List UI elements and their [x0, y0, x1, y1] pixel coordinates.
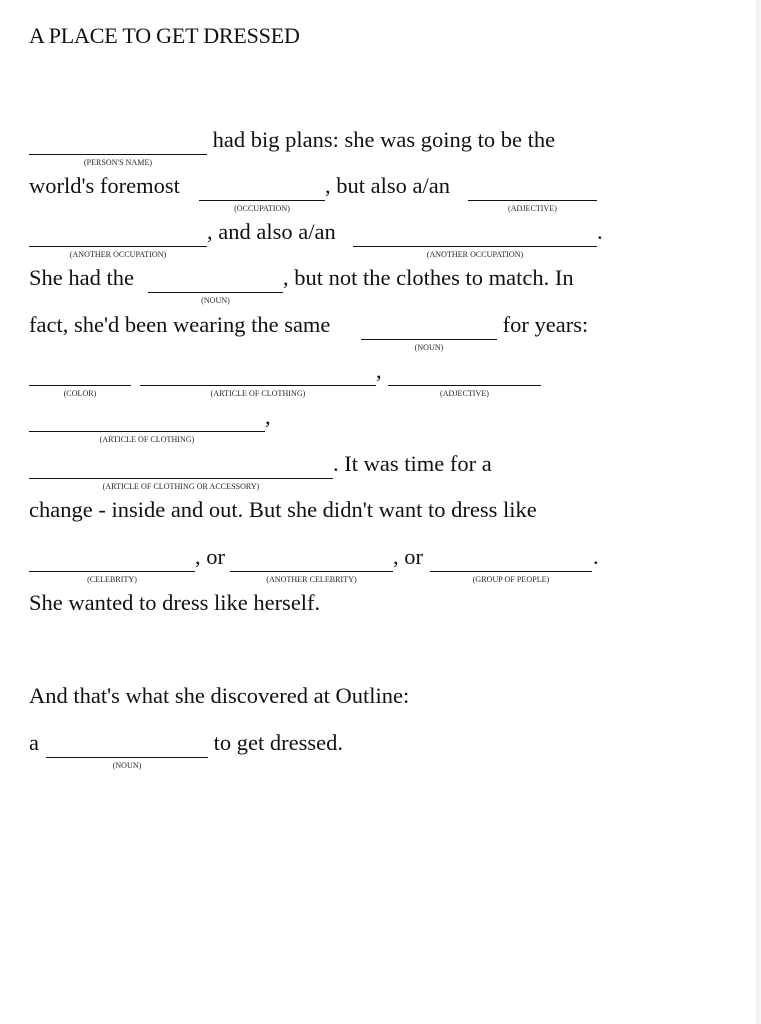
blank-hint-label: (NOUN) — [201, 296, 230, 305]
story-text: , or — [393, 544, 423, 569]
fill-in-blank[interactable] — [29, 402, 265, 444]
story-text: fact, she'd been wearing the same — [29, 312, 331, 337]
blank-hint-label: (COLOR) — [63, 389, 97, 398]
fill-in-blank[interactable] — [430, 542, 592, 584]
story-text: to get dressed. — [208, 730, 343, 755]
story-text: , — [376, 358, 382, 383]
fill-in-blank[interactable] — [353, 217, 597, 259]
story-line — [29, 263, 749, 305]
story-text: And that's what she discovered at Outline: — [29, 683, 410, 708]
fill-in-blank[interactable] — [468, 171, 597, 213]
fill-in-blank[interactable] — [199, 171, 325, 213]
story-line — [29, 542, 749, 584]
page-title: A PLACE TO GET DRESSED — [29, 23, 300, 48]
fill-in-blank[interactable] — [46, 728, 208, 770]
fill-in-blank[interactable] — [29, 449, 333, 491]
story-line — [29, 217, 749, 259]
fill-in-blank[interactable] — [29, 542, 195, 584]
story-text: . — [597, 219, 603, 244]
story-line — [29, 728, 749, 770]
blank-hint-label: (ARTICLE OF CLOTHING) — [210, 389, 306, 398]
story-text: , and also a/an — [207, 219, 336, 244]
blank-hint-label: (NOUN) — [112, 761, 142, 770]
blank-hint-label: (NOUN) — [414, 343, 444, 352]
blank-hint-label: (ANOTHER OCCUPATION) — [69, 250, 167, 259]
blank-hint-label: (OCCUPATION) — [234, 204, 290, 213]
story-text: change - inside and out. But she didn't want to dress like — [29, 497, 537, 522]
fill-in-blank[interactable] — [29, 217, 207, 259]
story-text: . It was time for a — [333, 451, 492, 476]
story-text: for years: — [497, 312, 589, 337]
fill-in-blank[interactable] — [140, 356, 376, 398]
story-line — [29, 310, 749, 352]
story-text: , but also a/an — [325, 173, 450, 198]
blank-hint-label: (ARTICLE OF CLOTHING) — [99, 435, 195, 444]
story-line — [29, 171, 749, 213]
fill-in-blank[interactable] — [29, 356, 131, 398]
story-text: . — [593, 544, 599, 569]
story-line — [29, 356, 749, 398]
blank-hint-label: (ADJECTIVE) — [440, 389, 489, 398]
blank-hint-label: (CELEBRITY) — [87, 575, 137, 584]
blank-hint-label: (PERSON'S NAME) — [83, 158, 153, 167]
story-line — [29, 125, 749, 167]
fill-in-blank[interactable] — [148, 263, 283, 305]
story-line — [29, 681, 749, 711]
story-line — [29, 402, 749, 444]
blank-hint-label: (ANOTHER CELEBRITY) — [266, 575, 357, 584]
story-text: world's foremost — [29, 173, 180, 198]
story-text: a — [29, 730, 39, 755]
blank-hint-label: (ANOTHER OCCUPATION) — [426, 250, 524, 259]
blank-hint-label: (ARTICLE OF CLOTHING OR ACCESSORY) — [102, 482, 260, 491]
story-text: She wanted to dress like herself. — [29, 590, 321, 615]
fill-in-blank[interactable] — [361, 310, 497, 352]
story-text: had big plans: she was going to be the — [207, 127, 556, 152]
story-text: , or — [195, 544, 225, 569]
fill-in-blank[interactable] — [230, 542, 393, 584]
story-text: , — [265, 404, 271, 429]
blank-hint-label: (ADJECTIVE) — [508, 204, 557, 213]
fill-in-blank[interactable] — [29, 125, 207, 167]
story-text: She had the — [29, 265, 134, 290]
story-line — [29, 495, 749, 525]
blank-hint-label: (GROUP OF PEOPLE) — [472, 575, 550, 584]
page-edge-shadow — [756, 0, 761, 1024]
story-line — [29, 588, 749, 618]
fill-in-blank[interactable] — [388, 356, 541, 398]
story-text: , but not the clothes to match. In — [283, 265, 574, 290]
story-line — [29, 449, 749, 491]
